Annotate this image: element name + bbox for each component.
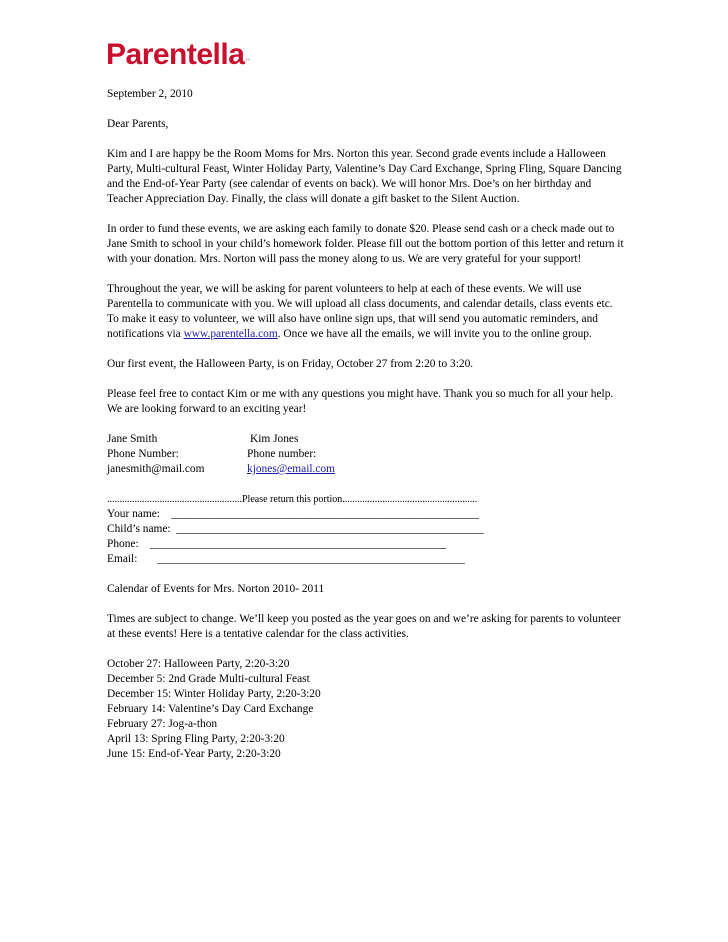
calendar-title: Calendar of Events for Mrs. Norton 2010- 2011: [107, 583, 325, 595]
return-form: [107, 492, 627, 567]
calendar-intro: Times are subject to change. We’ll keep you posted as the year goes on and we’re asking for parents to volunteer at these events! Here is a tentative calendar for the class activities.: [107, 613, 621, 640]
letter-date: September 2, 2010: [107, 88, 193, 100]
calendar-event: February 27: Jog-a-thon: [107, 718, 218, 730]
contact-name-jane: Jane Smith: [107, 433, 158, 445]
contact-emails-row: [107, 462, 627, 477]
contact-phone-label-kim: Phone number:: [247, 448, 317, 460]
calendar-event: December 5: 2nd Grade Multi-cultural Feast: [107, 673, 310, 685]
calendar-event: February 14: Valentine’s Day Card Exchange: [107, 703, 314, 715]
calendar-event: December 15: Winter Holiday Party, 2:20-3:20: [107, 688, 321, 700]
contact-block: [107, 432, 627, 477]
calendar-event: October 27: Halloween Party, 2:20-3:20: [107, 658, 290, 670]
calendar-event: April 13: Spring Fling Party, 2:20-3:20: [107, 733, 285, 745]
paragraph-volunteers-text: Throughout the year, we will be asking for parent volunteers to help at each of these events. We will use Parentella to communicate with you. We will upload all class documents, and calendar details, class events etc. To make it easy to volunteer, we will also have online sign ups, that will send you automatic reminders, and notifications via: [107, 283, 613, 340]
form-child-name: Child’s name: ______________________________________________________: [107, 523, 484, 535]
calendar-events-list: [107, 657, 627, 762]
form-your-name: Your name: ______________________________________________________: [107, 508, 479, 520]
parentella-logo: [106, 38, 250, 72]
paragraph-events: Kim and I are happy be the Room Moms for Mrs. Norton this year. Second grade events include a Halloween Party, Multi-cultural Feast, Winter Holiday Party, Valentine’s Day Card Exchange, Spring Fling, Square Dancing and the End-of-Year Party (see calendar of events on back). We will honor Mrs. Doe’s on her birthday and Teacher Appreciation Day. Finally, the class will donate a gift basket to the Silent Auction.: [107, 148, 622, 205]
return-divider: ......................................................Please return this portion......................................................: [107, 494, 478, 505]
greeting: Dear Parents,: [107, 118, 169, 130]
contact-email-jane: janesmith@mail.com: [107, 463, 205, 475]
contact-phones-row: [107, 447, 627, 462]
logo-text: Parentella: [106, 38, 245, 71]
paragraph-fund: In order to fund these events, we are asking each family to donate $20. Please send cash or a check made out to Jane Smith to school in your child’s homework folder. Please fill out the bottom portion of this letter and return it with your donation. Mrs. Norton will pass the money along to us. We are very grateful for your support!: [107, 223, 624, 265]
contact-email-kim-link[interactable]: kjones@email.com: [247, 463, 335, 475]
trademark-symbol: ™: [245, 58, 251, 64]
parentella-link[interactable]: www.parentella.com: [183, 328, 278, 340]
paragraph-contact: Please feel free to contact Kim or me with any questions you might have. Thank you so much for all your help. We are looking forward to an exciting year!: [107, 388, 614, 415]
paragraph-first-event: Our first event, the Halloween Party, is on Friday, October 27 from 2:20 to 3:20.: [107, 358, 474, 370]
contact-name-kim: Kim Jones: [250, 433, 299, 445]
paragraph-volunteers-text-end: . Once we have all the emails, we will invite you to the online group.: [277, 328, 592, 340]
form-phone: Phone: ____________________________________________________: [107, 538, 447, 550]
form-email: Email: ______________________________________________________: [107, 553, 465, 565]
contact-names-row: [107, 432, 627, 447]
letter-body: [107, 87, 627, 762]
contact-phone-label-jane: Phone Number:: [107, 448, 179, 460]
calendar-event: June 15: End-of-Year Party, 2:20-3:20: [107, 748, 281, 760]
paragraph-volunteers: [107, 282, 627, 342]
